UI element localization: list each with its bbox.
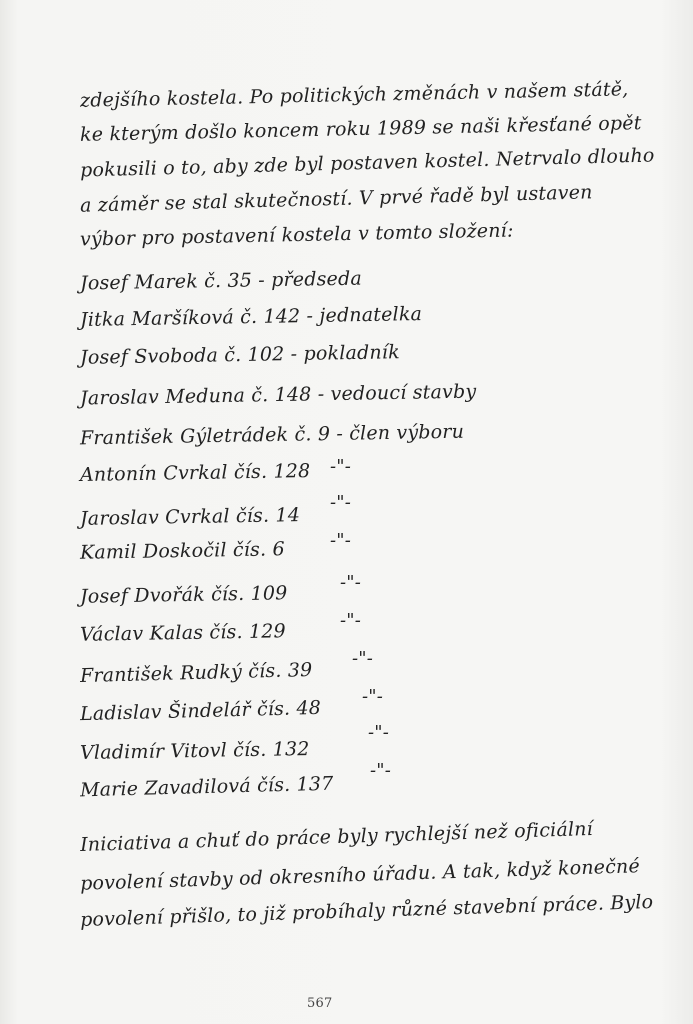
ditto-mark: -"- bbox=[362, 686, 384, 707]
member-line: Jitka Maršíková č. 142 - jednatelka bbox=[79, 303, 423, 331]
text-line: ke kterým došlo koncem roku 1989 se naši křesťané opět bbox=[79, 112, 642, 146]
text-line: pokusili o to, aby zde byl postaven kostel. Netrvalo dlouho bbox=[79, 144, 655, 182]
ditto-mark: -"- bbox=[330, 530, 352, 551]
text-line: a záměr se stal skutečností. V prvé řadě byl ustaven bbox=[79, 181, 593, 217]
ditto-mark: -"- bbox=[340, 572, 362, 593]
member-line: Jaroslav Meduna č. 148 - vedoucí stavby bbox=[79, 380, 477, 410]
member-line: František Rudký čís. 39 bbox=[79, 658, 313, 688]
member-line: Josef Marek č. 35 - předseda bbox=[79, 267, 363, 295]
member-line: Václav Kalas čís. 129 bbox=[79, 620, 287, 646]
text-line: povolení stavby od okresního úřadu. A tak, když konečné bbox=[79, 855, 641, 895]
ditto-mark: -"- bbox=[330, 492, 352, 513]
ditto-mark: -"- bbox=[368, 722, 390, 743]
member-line: Vladimír Vitovl čís. 132 bbox=[79, 737, 310, 765]
member-line: Marie Zavadilová čís. 137 bbox=[79, 772, 334, 802]
text-line: povolení přišlo, to již probíhaly různé stavební práce. Bylo bbox=[79, 891, 654, 931]
ditto-mark: -"- bbox=[352, 648, 374, 669]
member-line: Josef Svoboda č. 102 - pokladník bbox=[79, 341, 401, 369]
member-line: Antonín Cvrkal čís. 128 bbox=[79, 459, 311, 487]
member-line: Josef Dvořák čís. 109 bbox=[79, 582, 288, 608]
member-line: František Gýletrádek č. 9 - člen výboru bbox=[79, 420, 465, 450]
text-line: výbor pro postavení kostela v tomto složení: bbox=[79, 219, 514, 251]
ditto-mark: -"- bbox=[370, 760, 392, 781]
member-line: Ladislav Šindelář čís. 48 bbox=[79, 696, 322, 726]
text-line: Iniciativa a chuť do práce byly rychlejší než oficiální bbox=[79, 817, 594, 857]
ditto-mark: -"- bbox=[330, 456, 352, 477]
member-line: Jaroslav Cvrkal čís. 14 bbox=[79, 504, 301, 530]
member-line: Kamil Doskočil čís. 6 bbox=[79, 538, 285, 564]
text-line: zdejšího kostela. Po politických změnách v našem státě, bbox=[79, 78, 629, 112]
ditto-mark: -"- bbox=[340, 610, 362, 631]
page-number: 567 bbox=[307, 996, 333, 1011]
